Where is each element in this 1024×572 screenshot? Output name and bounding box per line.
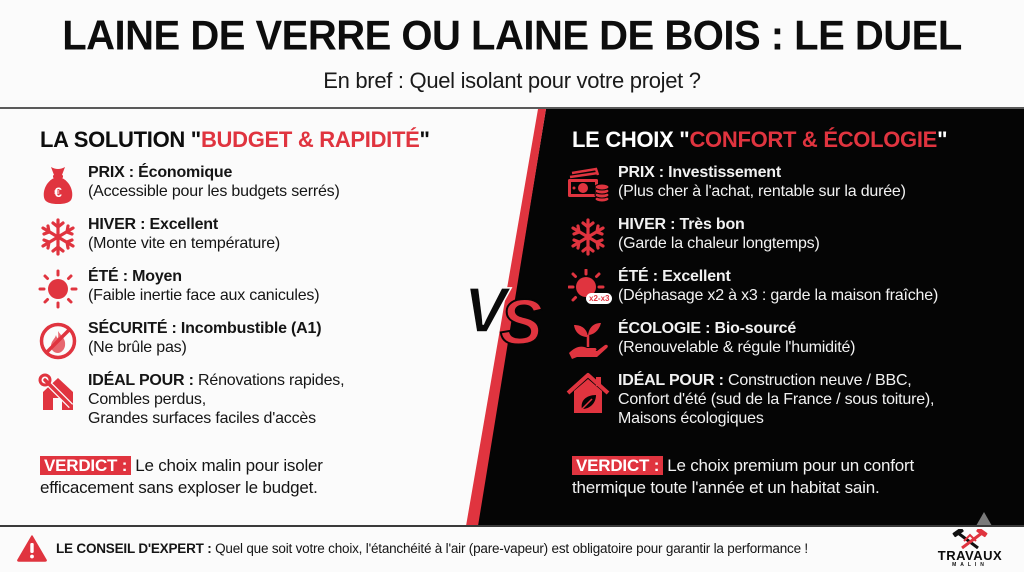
header [0, 0, 1024, 108]
left-item-prix [36, 163, 340, 207]
right-verdict [572, 455, 992, 499]
right-verdict-line1: Le choix premium pour un confort [667, 456, 915, 475]
page-subtitle: En bref : Quel isolant pour votre projet ? [323, 68, 701, 93]
left-securite-key: SÉCURITÉ : [88, 320, 177, 337]
eco-house-icon [566, 371, 610, 415]
right-verdict-tag: VERDICT : [572, 456, 663, 475]
left-title-suffix: " [419, 127, 430, 152]
right-item-prix [566, 163, 906, 207]
warning-icon [17, 535, 47, 562]
right-prix-key: PRIX : [618, 164, 664, 181]
left-title-accent: BUDGET & RAPIDITÉ [200, 127, 420, 152]
vs-emblem [460, 274, 570, 354]
left-ideal-detail: Combles perdus, [88, 391, 206, 408]
right-ete-key: ÉTÉ : [618, 268, 658, 285]
right-verdict-line2: thermique toute l'année et un habitat sain. [572, 478, 880, 497]
travaux-malin-logo [930, 529, 1010, 571]
left-hiver-key: HIVER : [88, 216, 146, 233]
left-ete-key: ÉTÉ : [88, 268, 128, 285]
right-title-accent: CONFORT & ÉCOLOGIE [689, 127, 938, 152]
left-ideal-value: Rénovations rapides, [193, 372, 345, 389]
left-verdict [40, 455, 420, 499]
right-hiver-key: HIVER : [618, 216, 676, 233]
right-item-ideal [566, 371, 934, 428]
right-ecologie-key: ÉCOLOGIE : [618, 320, 711, 337]
sun-icon [36, 267, 80, 311]
comparison-area [0, 109, 1024, 526]
right-item-hiver [566, 215, 820, 259]
left-verdict-line2: efficacement sans exploser le budget. [40, 478, 318, 497]
right-ete-detail: (Déphasage x2 à x3 : garde la maison fraîche) [618, 287, 939, 304]
page-title: LAINE DE VERRE OU LAINE DE BOIS : LE DUEL [62, 12, 962, 60]
left-ideal-detail2: Grandes surfaces faciles d'accès [88, 410, 316, 427]
right-ideal-value: Construction neuve / BBC, [723, 372, 912, 389]
left-title-prefix: LA SOLUTION " [40, 127, 201, 152]
left-item-ete [36, 267, 319, 311]
cash-coins-icon [566, 163, 610, 207]
svg-text:V: V [464, 274, 507, 346]
right-item-ete [566, 267, 938, 311]
right-title-suffix: " [937, 127, 948, 152]
no-fire-icon [36, 319, 80, 363]
right-hiver-detail: (Garde la chaleur longtemps) [618, 235, 820, 252]
snowflake-icon [566, 215, 610, 259]
left-hiver-detail: (Monte vite en température) [88, 235, 281, 252]
left-item-hiver [36, 215, 280, 259]
corner-triangle-decoration [976, 512, 992, 526]
right-ete-value: Excellent [657, 268, 731, 285]
sun-phase-shift-icon [566, 267, 610, 311]
left-item-securite [36, 319, 321, 363]
svg-text:€: € [54, 184, 62, 200]
left-ete-detail: (Faible inertie face aux canicules) [88, 287, 320, 304]
house-tools-icon [36, 371, 80, 415]
footer [0, 527, 1024, 572]
right-ecologie-value: Bio-sourcé [710, 320, 797, 337]
left-column-title [40, 127, 430, 153]
left-prix-detail: (Accessible pour les budgets serrés) [88, 183, 340, 200]
left-hiver-value: Excellent [145, 216, 218, 233]
left-verdict-tag: VERDICT : [40, 456, 131, 475]
expert-advice-text: Quel que soit votre choix, l'étanchéité à l'air (pare-vapeur) est obligatoire pour garantir la performance ! [211, 541, 808, 556]
snowflake-icon [36, 215, 80, 259]
expert-advice-key: LE CONSEIL D'EXPERT : [56, 541, 212, 556]
left-securite-detail: (Ne brûle pas) [88, 339, 187, 356]
left-securite-value: Incombustible (A1) [176, 320, 322, 337]
right-ecologie-detail: (Renouvelable & régule l'humidité) [618, 339, 856, 356]
logo-text-main: TRAVAUX [937, 548, 1003, 563]
left-verdict-line1: Le choix malin pour isoler [135, 456, 323, 475]
left-item-ideal [36, 371, 344, 428]
crossed-hammers-icon [952, 529, 988, 549]
right-ideal-detail: Confort d'été (sud de la France / sous toiture), [618, 391, 935, 408]
right-ideal-key: IDÉAL POUR : [618, 372, 724, 389]
right-column-title [572, 127, 947, 153]
phase-shift-badge: x2-x3 [586, 293, 612, 304]
right-item-ecologie [566, 319, 855, 363]
right-title-prefix: LE CHOIX " [572, 127, 690, 152]
logo-text-sub: MALIN [952, 562, 988, 568]
right-prix-detail: (Plus cher à l'achat, rentable sur la durée) [618, 183, 906, 200]
plant-hand-icon [566, 319, 610, 363]
right-prix-value: Investissement [663, 164, 781, 181]
left-ete-value: Moyen [127, 268, 182, 285]
money-bag-euro-icon [36, 163, 80, 207]
left-prix-key: PRIX : [88, 164, 134, 181]
expert-advice [56, 541, 808, 556]
svg-text:S: S [500, 286, 543, 354]
left-prix-value: Économique [133, 164, 233, 181]
right-ideal-detail2: Maisons écologiques [618, 410, 764, 427]
left-ideal-key: IDÉAL POUR : [88, 372, 194, 389]
right-hiver-value: Très bon [675, 216, 745, 233]
